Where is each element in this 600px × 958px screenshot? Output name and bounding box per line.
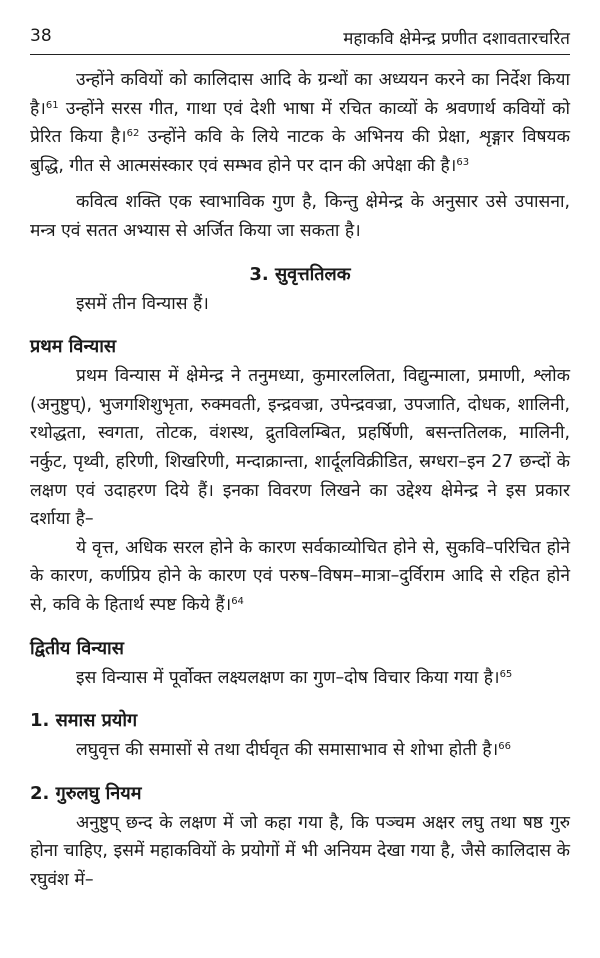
vinyasa1-paragraph-1: प्रथम विन्यास में क्षेमेन्द्र ने तनुमध्या, कुमारललिता, विद्युन्माला, प्रमाणी, श्लोक (अनुष्टुप्), भुजगशिशुभृता, रुक्मवती, इन्द्रवज्रा, उपेन्द्रवज्रा, उपजाति, दोधक, शालिनी, रथोद्धता, स्वगता, तोटक, वंशस्थ, द्रुतविलम्बित, प्रहर्षिणी, बसन्ततिलक, मालिनी, नर्कुट, पृथ्वी, हरिणी, शिखरिणी, मन्दाक्रान्ता, शार्दूलविक्रीडित, स्रग्धरा–इन 27 छन्दों के लक्षण एवं उदाहरण दिये हैं। इनका विवरण लिखने का उद्देश्य क्षेमेन्द्र ने इस प्रकार दर्शाया है–: [30, 366, 570, 530]
section-heading-suvrittatilaka: 3. सुवृत्ततिलक: [249, 263, 351, 285]
intro-text-b: उन्होंने सरस गीत, गाथा एवं देशी भाषा में रचित काव्यों के श्रवणार्थ कवियों को प्रेरित किया है।: [30, 98, 570, 148]
footnote-ref-63: 63: [456, 156, 470, 168]
samasa-text: लघुवृत्त की समासों से तथा दीर्घवृत की समासाभाव से शोभा होती है।: [76, 740, 499, 761]
subheading-samasa-prayoga: 1. समास प्रयोग: [30, 710, 138, 732]
footnote-ref-64: 64: [231, 595, 244, 607]
subheading-gurulaghu-niyam: 2. गुरुलघु नियम: [30, 782, 142, 804]
footnote-ref-62: 62: [126, 128, 140, 140]
vinyasa2-text: इस विन्यास में पूर्वोक्त लक्ष्यलक्षण का गुण–दोष विचार किया गया है।: [76, 667, 500, 688]
footnote-ref-61: 61: [45, 99, 59, 111]
vinyasa1-text: ये वृत्त, अधिक सरल होने के कारण सर्वकाव्योचित होने से, सुकवि–परिचित होने के कारण, कर्णप्रिय होने के कारण एवं परुष–विषम–मात्रा–दुर्विराम आदि से रहित होने से, कवि के हितार्थ स्पष्ट किये हैं।: [30, 537, 570, 615]
page-body: [30, 66, 570, 894]
footnote-ref-66: 66: [498, 741, 511, 753]
intro-paragraph-1: [30, 66, 570, 180]
intro-text-a: उन्होंने कवियों को कालिदास आदि के ग्रन्थों का अध्ययन करने का निर्देश किया है।: [30, 70, 570, 119]
running-title: महाकवि क्षेमेन्द्र प्रणीत दशावतारचरित: [343, 29, 570, 49]
samasa-paragraph: [30, 736, 570, 765]
subheading-dvitiya-vinyasa: द्वितीय विन्यास: [30, 637, 124, 659]
vinyasa2-paragraph: [30, 664, 570, 693]
intro-paragraph-2: कवित्व शक्ति एक स्वाभाविक गुण है, किन्तु क्षेमेन्द्र के अनुसार उसे उपासना, मन्त्र एवं सतत अभ्यास से अर्जित किया जा सकता है।: [30, 192, 570, 241]
page-number: 38: [30, 26, 52, 46]
vinyasa1-paragraph-2: [30, 534, 570, 620]
footnote-ref-65: 65: [499, 668, 513, 680]
subheading-pratham-vinyasa: प्रथम विन्यास: [30, 336, 117, 358]
section-intro: इसमें तीन विन्यास हैं।: [76, 293, 209, 314]
gurulaghu-paragraph: अनुष्टुप् छन्द के लक्षण में जो कहा गया है, कि पञ्चम अक्षर लघु तथा षष्ठ गुरु होना चाहिए, इसमें महाकवियों के प्रयोगों में भी अनियम देखा गया है, जैसे कालिदास के रघुवंश में–: [30, 812, 570, 890]
page-header: [30, 20, 570, 55]
intro-text-c: उन्होंने कवि के लिये नाटक के अभिनय की प्रेक्षा, शृङ्गार विषयक बुद्धि, गीत से आत्मसंस्कार एवं सम्भव होने पर दान की अपेक्षा की है।: [30, 127, 570, 176]
